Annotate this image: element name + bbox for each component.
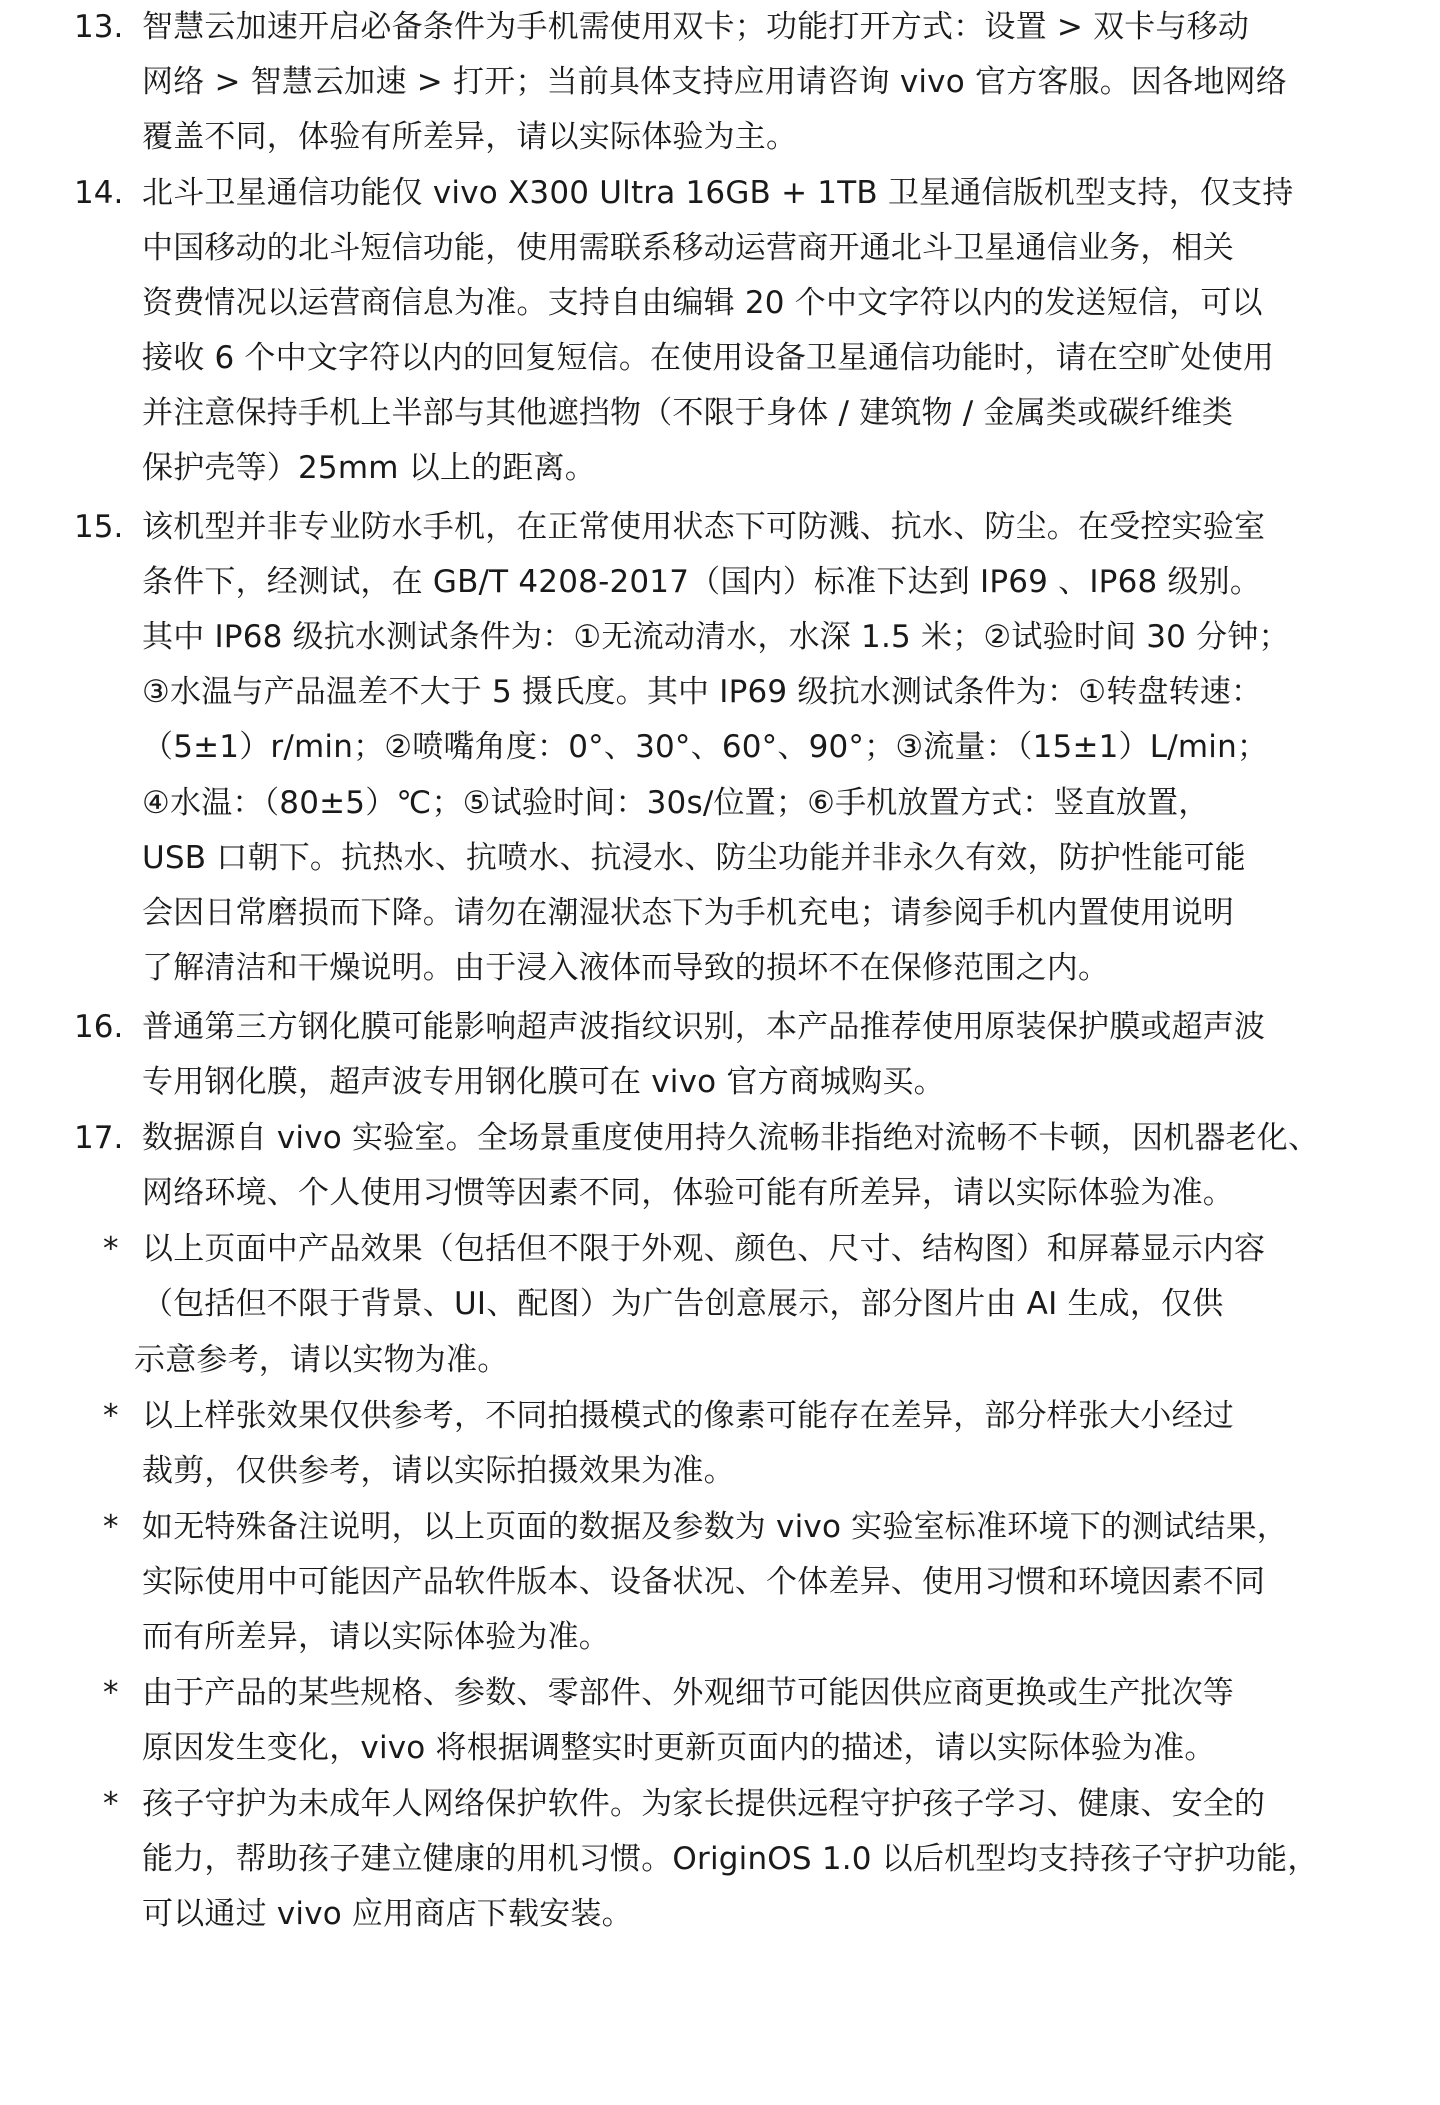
footnote-line: （5±1）r/min；②喷嘴角度：0°、30°、60°、90°；③流量：（15±1）L/min； (142, 729, 1269, 765)
footnote-line: 示意参考，请以实物为准。 (134, 1342, 509, 1378)
footnote-line: （包括但不限于背景、UI、配图）为广告创意展示，部分图片由 AI 生成，仅供 (142, 1286, 1224, 1322)
footnote-line: 裁剪，仅供参考，请以实际拍摄效果为准。 (142, 1453, 735, 1489)
footnote-number: 15. (74, 509, 124, 545)
asterisk-bullet: * (103, 1675, 119, 1711)
footnote-line: 该机型并非专业防水手机，在正常使用状态下可防溅、抗水、防尘。在受控实验室 (142, 509, 1266, 545)
footnote-line: 实际使用中可能因产品软件版本、设备状况、个体差异、使用习惯和环境因素不同 (142, 1564, 1266, 1600)
footnote-line: USB 口朝下。抗热水、抗喷水、抗浸水、防尘功能并非永久有效，防护性能可能 (142, 840, 1246, 876)
footnote-line: 网络环境、个人使用习惯等因素不同，体验可能有所差异，请以实际体验为准。 (142, 1175, 1234, 1211)
asterisk-bullet: * (103, 1509, 119, 1545)
footnote-line: 而有所差异，请以实际体验为准。 (142, 1619, 610, 1655)
asterisk-bullet: * (103, 1398, 119, 1434)
footnote-line: 以上页面中产品效果（包括但不限于外观、颜色、尺寸、结构图）和屏幕显示内容 (142, 1231, 1266, 1267)
footnote-line: 智慧云加速开启必备条件为手机需使用双卡；功能打开方式：设置 > 双卡与移动 (142, 9, 1250, 45)
footnote-line: 并注意保持手机上半部与其他遮挡物（不限于身体 / 建筑物 / 金属类或碳纤维类 (142, 395, 1234, 431)
footnote-line: 以上样张效果仅供参考，不同拍摄模式的像素可能存在差异，部分样张大小经过 (142, 1398, 1234, 1434)
footnote-line: 网络 > 智慧云加速 > 打开；当前具体支持应用请咨询 vivo 官方客服。因各地网络 (142, 64, 1287, 100)
footnote-line: ④水温：（80±5）℃；⑤试验时间：30s/位置；⑥手机放置方式：竖直放置， (142, 785, 1210, 821)
footnote-line: 北斗卫星通信功能仅 vivo X300 Ultra 16GB + 1TB 卫星通信版机型支持，仅支持 (142, 175, 1294, 211)
footnote-line: 会因日常磨损而下降。请勿在潮湿状态下为手机充电；请参阅手机内置使用说明 (142, 895, 1234, 931)
footnote-line: 了解清洁和干燥说明。由于浸入液体而导致的损坏不在保修范围之内。 (142, 950, 1110, 986)
footnote-line: 数据源自 vivo 实验室。全场景重度使用持久流畅非指绝对流畅不卡顿，因机器老化、 (142, 1120, 1320, 1156)
asterisk-bullet: * (103, 1231, 119, 1267)
footnote-number: 17. (74, 1120, 124, 1156)
footnote-line: 如无特殊备注说明，以上页面的数据及参数为 vivo 实验室标准环境下的测试结果， (142, 1509, 1288, 1545)
footnote-line: 其中 IP68 级抗水测试条件为：①无流动清水，水深 1.5 米；②试验时间 30 分钟； (142, 619, 1290, 655)
footnote-number: 14. (74, 175, 124, 211)
footnote-line: ③水温与产品温差不大于 5 摄氏度。其中 IP69 级抗水测试条件为：①转盘转速： (142, 674, 1263, 710)
footnote-line: 能力，帮助孩子建立健康的用机习惯。OriginOS 1.0 以后机型均支持孩子守护功能， (142, 1841, 1319, 1877)
footnote-number: 16. (74, 1009, 124, 1045)
footnote-line: 可以通过 vivo 应用商店下载安装。 (142, 1896, 633, 1932)
footnote-line: 条件下，经测试，在 GB/T 4208-2017（国内）标准下达到 IP69 、IP68 级别。 (142, 564, 1262, 600)
footnote-number: 13. (74, 9, 124, 45)
footnote-line: 专用钢化膜，超声波专用钢化膜可在 vivo 官方商城购买。 (142, 1064, 945, 1100)
footnote-line: 孩子守护为未成年人网络保护软件。为家长提供远程守护孩子学习、健康、安全的 (142, 1786, 1266, 1822)
footnote-line: 保护壳等）25mm 以上的距离。 (142, 450, 596, 486)
footnote-line: 接收 6 个中文字符以内的回复短信。在使用设备卫星通信功能时，请在空旷处使用 (142, 340, 1275, 376)
footnote-line: 中国移动的北斗短信功能，使用需联系移动运营商开通北斗卫星通信业务，相关 (142, 230, 1234, 266)
footnote-line: 资费情况以运营商信息为准。支持自由编辑 20 个中文字符以内的发送短信，可以 (142, 285, 1263, 321)
asterisk-bullet: * (103, 1786, 119, 1822)
footnote-line: 由于产品的某些规格、参数、零部件、外观细节可能因供应商更换或生产批次等 (142, 1675, 1234, 1711)
footnote-line: 原因发生变化，vivo 将根据调整实时更新页面内的描述，请以实际体验为准。 (142, 1730, 1216, 1766)
footnote-line: 普通第三方钢化膜可能影响超声波指纹识别，本产品推荐使用原装保护膜或超声波 (142, 1009, 1266, 1045)
footnote-line: 覆盖不同，体验有所差异，请以实际体验为主。 (142, 119, 798, 155)
